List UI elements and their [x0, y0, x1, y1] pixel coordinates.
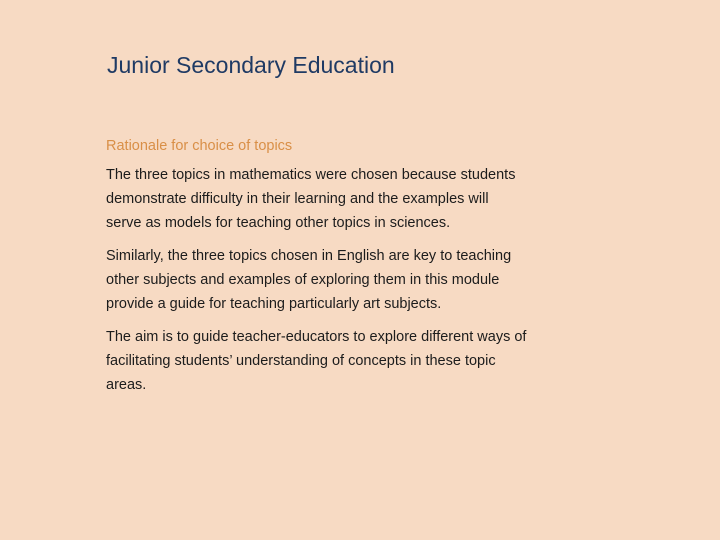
paragraph-line: serve as models for teaching other topics in sciences.: [106, 215, 451, 231]
paragraph-line: areas.: [106, 377, 147, 393]
paragraph-english: [106, 244, 666, 316]
paragraph-aim: [106, 325, 666, 397]
paragraph-line: other subjects and examples of exploring them in this module: [106, 272, 500, 288]
paragraph-line: Similarly, the three topics chosen in English are key to teaching: [106, 248, 512, 264]
slide-content: [106, 138, 666, 406]
paragraph-line: facilitating students’ understanding of concepts in these topic: [106, 353, 496, 369]
paragraph-mathematics: [106, 163, 666, 235]
paragraph-line: provide a guide for teaching particularly art subjects.: [106, 296, 442, 312]
section-heading: Rationale for choice of topics: [106, 138, 293, 154]
paragraph-line: The three topics in mathematics were chosen because students: [106, 167, 516, 183]
paragraph-line: demonstrate difficulty in their learning and the examples will: [106, 191, 489, 207]
slide-title: Junior Secondary Education: [107, 52, 395, 78]
paragraph-line: The aim is to guide teacher-educators to explore different ways of: [106, 329, 527, 345]
